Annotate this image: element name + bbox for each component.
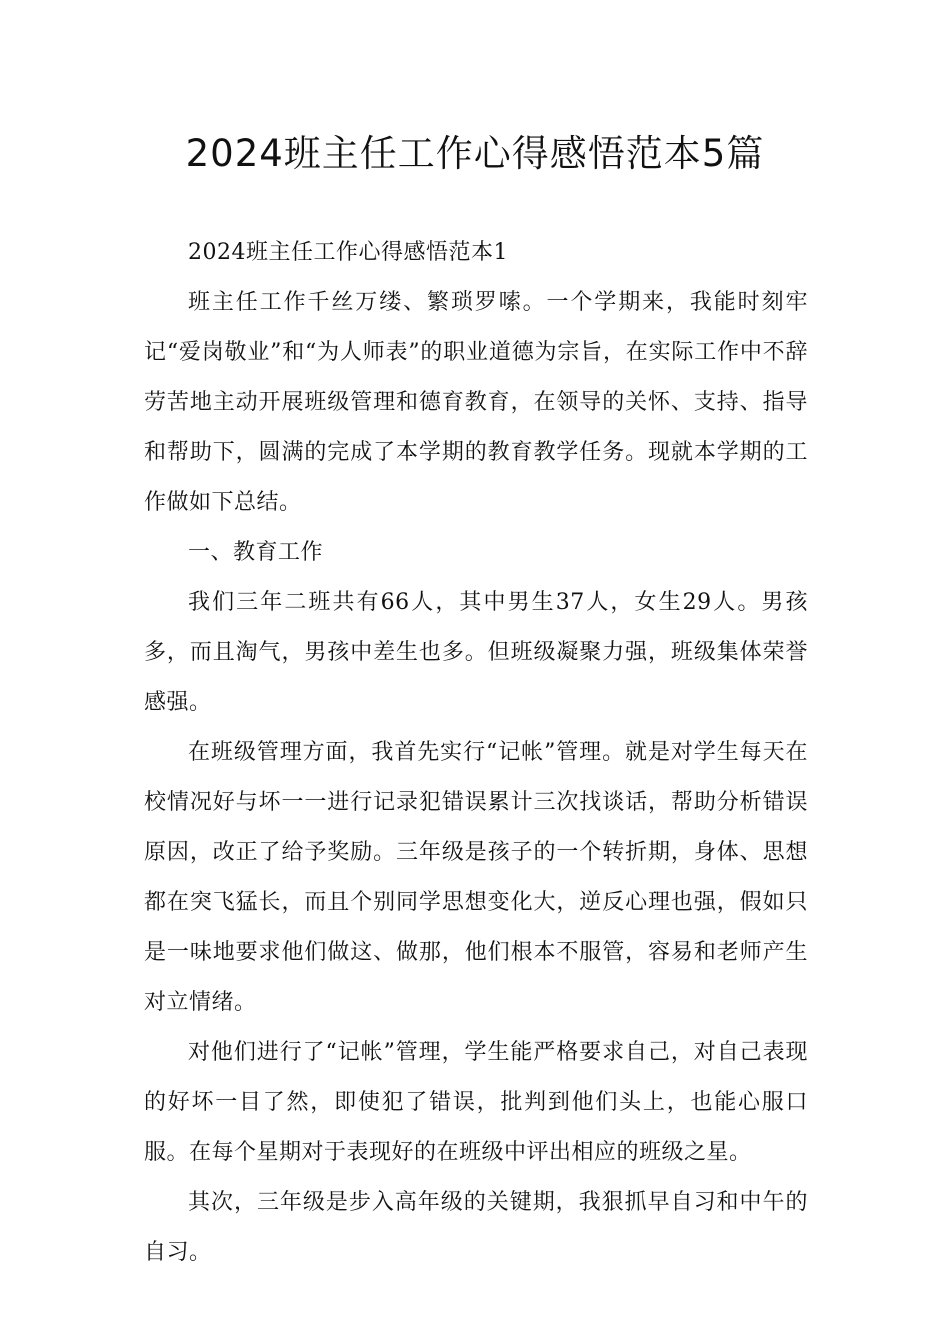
document-title: 2024班主任工作心得感悟范本5篇 [185,132,765,175]
body-paragraph: 对他们进行了“记帐”管理，学生能严格要求自己，对自己表现的好坏一目了然，即使犯了错误，批判到他们头上，也能心服口服。在每个星期对于表现好的在班级中评出相应的班级之星。 [144,1040,808,1165]
body-paragraph: 在班级管理方面，我首先实行“记帐”管理。就是对学生每天在校情况好与坏一一进行记录犯错误累计三次找谈话，帮助分析错误原因，改正了给予奖励。三年级是孩子的一个转折期，身体、思想都在突飞猛长，而且个别同学思想变化大，逆反心理也强，假如只是一味地要求他们做这、做那，他们根本不服管，容易和老师产生对立情绪。 [144,740,808,1015]
document-body [144,228,808,1278]
body-paragraph: 班主任工作千丝万缕、繁琐罗嗦。一个学期来，我能时刻牢记“爱岗敬业”和“为人师表”的职业道德为宗旨，在实际工作中不辞劳苦地主动开展班级管理和德育教育，在领导的关怀、支持、指导和帮助下，圆满的完成了本学期的教育教学任务。现就本学期的工作做如下总结。 [144,290,808,515]
section-heading: 一、教育工作 [188,540,324,565]
section-heading: 2024班主任工作心得感悟范本1 [188,240,508,265]
body-paragraph: 我们三年二班共有66人，其中男生37人，女生29人。男孩多，而且淘气，男孩中差生也多。但班级凝聚力强，班级集体荣誉感强。 [144,590,808,715]
body-paragraph: 其次，三年级是步入高年级的关键期，我狠抓早自习和中午的自习。 [144,1190,808,1265]
